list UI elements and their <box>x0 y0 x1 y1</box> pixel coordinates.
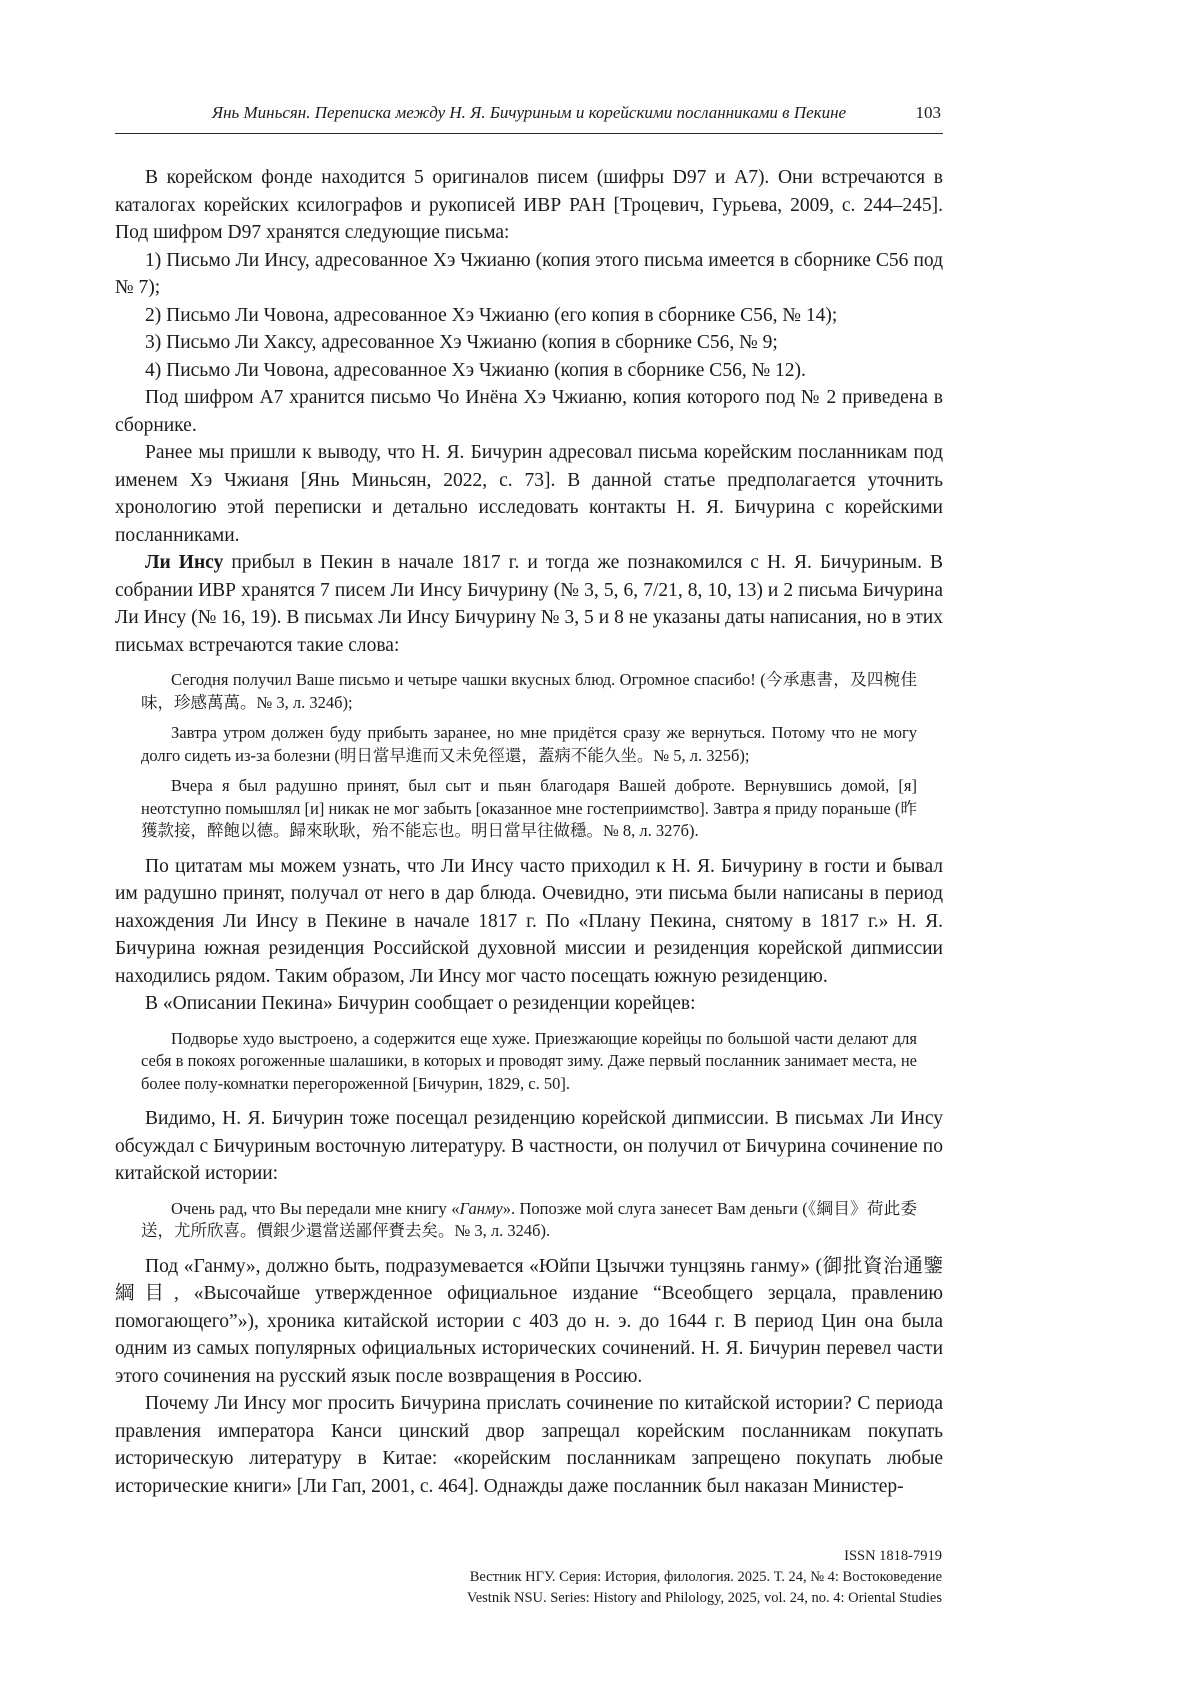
paragraph-earlier-conclusion: Ранее мы пришли к выводу, что Н. Я. Бичурин адресовал письма корейским посланникам под именем Хэ Чжианя [Янь Миньсян, 2022, с. 73]. В данной статье предполагается уточнить хронологию этой переписки и детально исследовать контакты Н. Я. Бичурина с корейскими посланниками. <box>115 442 943 546</box>
footer-journal-ru: Вестник НГУ. Серия: История, филология. 2025. Т. 24, № 4: Востоковедение <box>469 1569 942 1585</box>
ganmu-quote-before: Очень рад, что Вы передали мне книгу « <box>171 1198 460 1218</box>
footer-issn: ISSN 1818-7919 <box>844 1548 942 1564</box>
page-number: 103 <box>915 103 941 122</box>
footer-journal-en: Vestnik NSU. Series: History and Philology, 2025, vol. 24, no. 4: Oriental Studies <box>466 1590 942 1606</box>
page-footer <box>467 1546 942 1609</box>
paragraph-vidimo: Видимо, Н. Я. Бичурин тоже посещал резиденцию корейской дипмиссии. В письмах Ли Инсу обсуждал с Бичуриным восточную литературу. В частности, он получил от Бичурина сочинение по китайской истории: <box>115 1108 943 1184</box>
running-head-title: Янь Миньсян. Переписка между Н. Я. Бичуриным и корейскими посланниками в Пекине <box>211 103 847 122</box>
list-item-3: 3) Письмо Ли Хаксу, адресованное Хэ Чжианю (копия в сборнике С56, № 9; <box>145 332 778 353</box>
li-insu-bold-lead: Ли Инсу <box>145 552 224 573</box>
article-body <box>115 164 943 1500</box>
list-item-1: 1) Письмо Ли Инсу, адресованное Хэ Чжианю (копия этого письма имеется в сборнике С56 под № 7); <box>115 249 943 298</box>
letter-quotes-block <box>115 669 943 843</box>
paragraph-li-insu <box>115 549 943 659</box>
running-head <box>115 102 943 134</box>
list-item-4: 4) Письмо Ли Човона, адресованное Хэ Чжианю (копия в сборнике С56, № 12). <box>145 359 806 381</box>
paragraph-analysis: По цитатам мы можем узнать, что Ли Инсу часто приходил к Н. Я. Бичурину в гости и бывал им радушно принят, получал от него в дар блюда. Очевидно, эти письма были написаны в период нахождения Ли Инсу в Пекине в начале 1817 г. По «Плану Пекина, снятому в 1817 г.» Н. Я. Бичурина южная резиденция Российской духовной миссии и резиденция корейской дипмиссии находились рядом. Таким образом, Ли Инсу мог часто посещать южную резиденцию. <box>115 855 943 987</box>
letter-quote-1: Сегодня получил Ваше письмо и четыре чашки вкусных блюд. Огромное спасибо! (今承惠書，及四椀佳味，珍感萬萬。№ 3, л. 324б); <box>141 670 917 712</box>
paragraph-li-insu-text: прибыл в Пекин в начале 1817 г. и тогда же познакомился с Н. Я. Бичуриным. В собрании ИВР хранятся 7 писем Ли Инсу Бичурину (№ 3, 5, 6, 7/21, 8, 10, 13) и 2 письма Бичурина Ли Инсу (№ 16, 19). В письмах Ли Инсу Бичурину № 3, 5 и 8 не указаны даты написания, но в этих письмах встречаются такие слова: <box>115 552 943 656</box>
ganmu-quote <box>141 1198 917 1243</box>
list-item-2: 2) Письмо Ли Човона, адресованное Хэ Чжианю (его копия в сборнике С56, № 14); <box>145 304 838 326</box>
letter-quote-2: Завтра утром должен буду прибыть заранее, но мне придётся сразу же вернуться. Потому что не могу долго сидеть из-за болезни (明日當早進而又未免徑還，蓋病不能久坐。№ 5, л. 325б); <box>141 723 917 765</box>
ganmu-quote-block <box>115 1198 943 1243</box>
paragraph-ganmu-explanation: Под «Ганму», должно быть, подразумевается «Юйпи Цзычжи тунцзянь ганму» (御批資治通鑒綱目, «Высочайше утвержденное официальное издание “Всеобщего зерцала, правлению помогающего”»), хроника китайской истории с 403 до н. э. до 1644 г. В период Цин она была одним из самых популярных официальных исторических сочинений. Н. Я. Бичурин перевел части этого сочинения на русский язык после возвращения в Россию. <box>115 1255 943 1387</box>
page-content <box>115 102 943 1500</box>
paragraph-opisanie-pekina: В «Описании Пекина» Бичурин сообщает о резиденции корейцев: <box>145 993 696 1014</box>
ganmu-quote-italic-title: Ганму <box>459 1198 503 1218</box>
letter-quote-3: Вчера я был радушно принят, был сыт и пьян благодаря Вашей доброте. Вернувшись домой, [я] неотступно помышлял [и] никак не мог забыть [оказанное мне гостеприимство]. Завтра я приду пораньше (昨獲款接，醉飽以德。歸來耿耿，殆不能忘也。明日當早往做穩。№ 8, л. 327б). <box>141 776 917 840</box>
podvorye-quote-block <box>115 1028 943 1096</box>
ganmu-quote-after: ». Попозже мой слуга занесет Вам деньги (《綱目》荷此委送，尤所欣喜。價銀少還當送鄙伻賚去矣。№ 3, л. 324б). <box>141 1198 917 1240</box>
podvorye-quote: Подворье худо выстроено, а содержится еще хуже. Приезжающие корейцы по большой части делают для себя в покоях рогоженные шалашики, в которых и проводят зиму. Даже первый посланник занимает места, не более полу-комнатки перегороженной [Бичурин, 1829, с. 50]. <box>141 1028 917 1093</box>
paragraph-a7: Под шифром А7 хранится письмо Чо Инёна Хэ Чжианю, копия которого под № 2 приведена в сборнике. <box>115 387 943 436</box>
paragraph-why-request: Почему Ли Инсу мог просить Бичурина прислать сочинение по китайской истории? С периода правления императора Канси цинский двор запрещал корейским посланникам покупать историческую литературу в Китае: «корейским посланникам запрещено покупать любые исторические книги» [Ли Гап, 2001, с. 464]. Однажды даже посланник был наказан Министер- <box>115 1393 943 1497</box>
paragraph-intro: В корейском фонде находится 5 оригиналов писем (шифры D97 и А7). Они встречаются в каталогах корейских ксилографов и рукописей ИВР РАН [Троцевич, Гурьева, 2009, с. 244–245]. Под шифром D97 хранятся следующие письма: <box>115 167 943 243</box>
